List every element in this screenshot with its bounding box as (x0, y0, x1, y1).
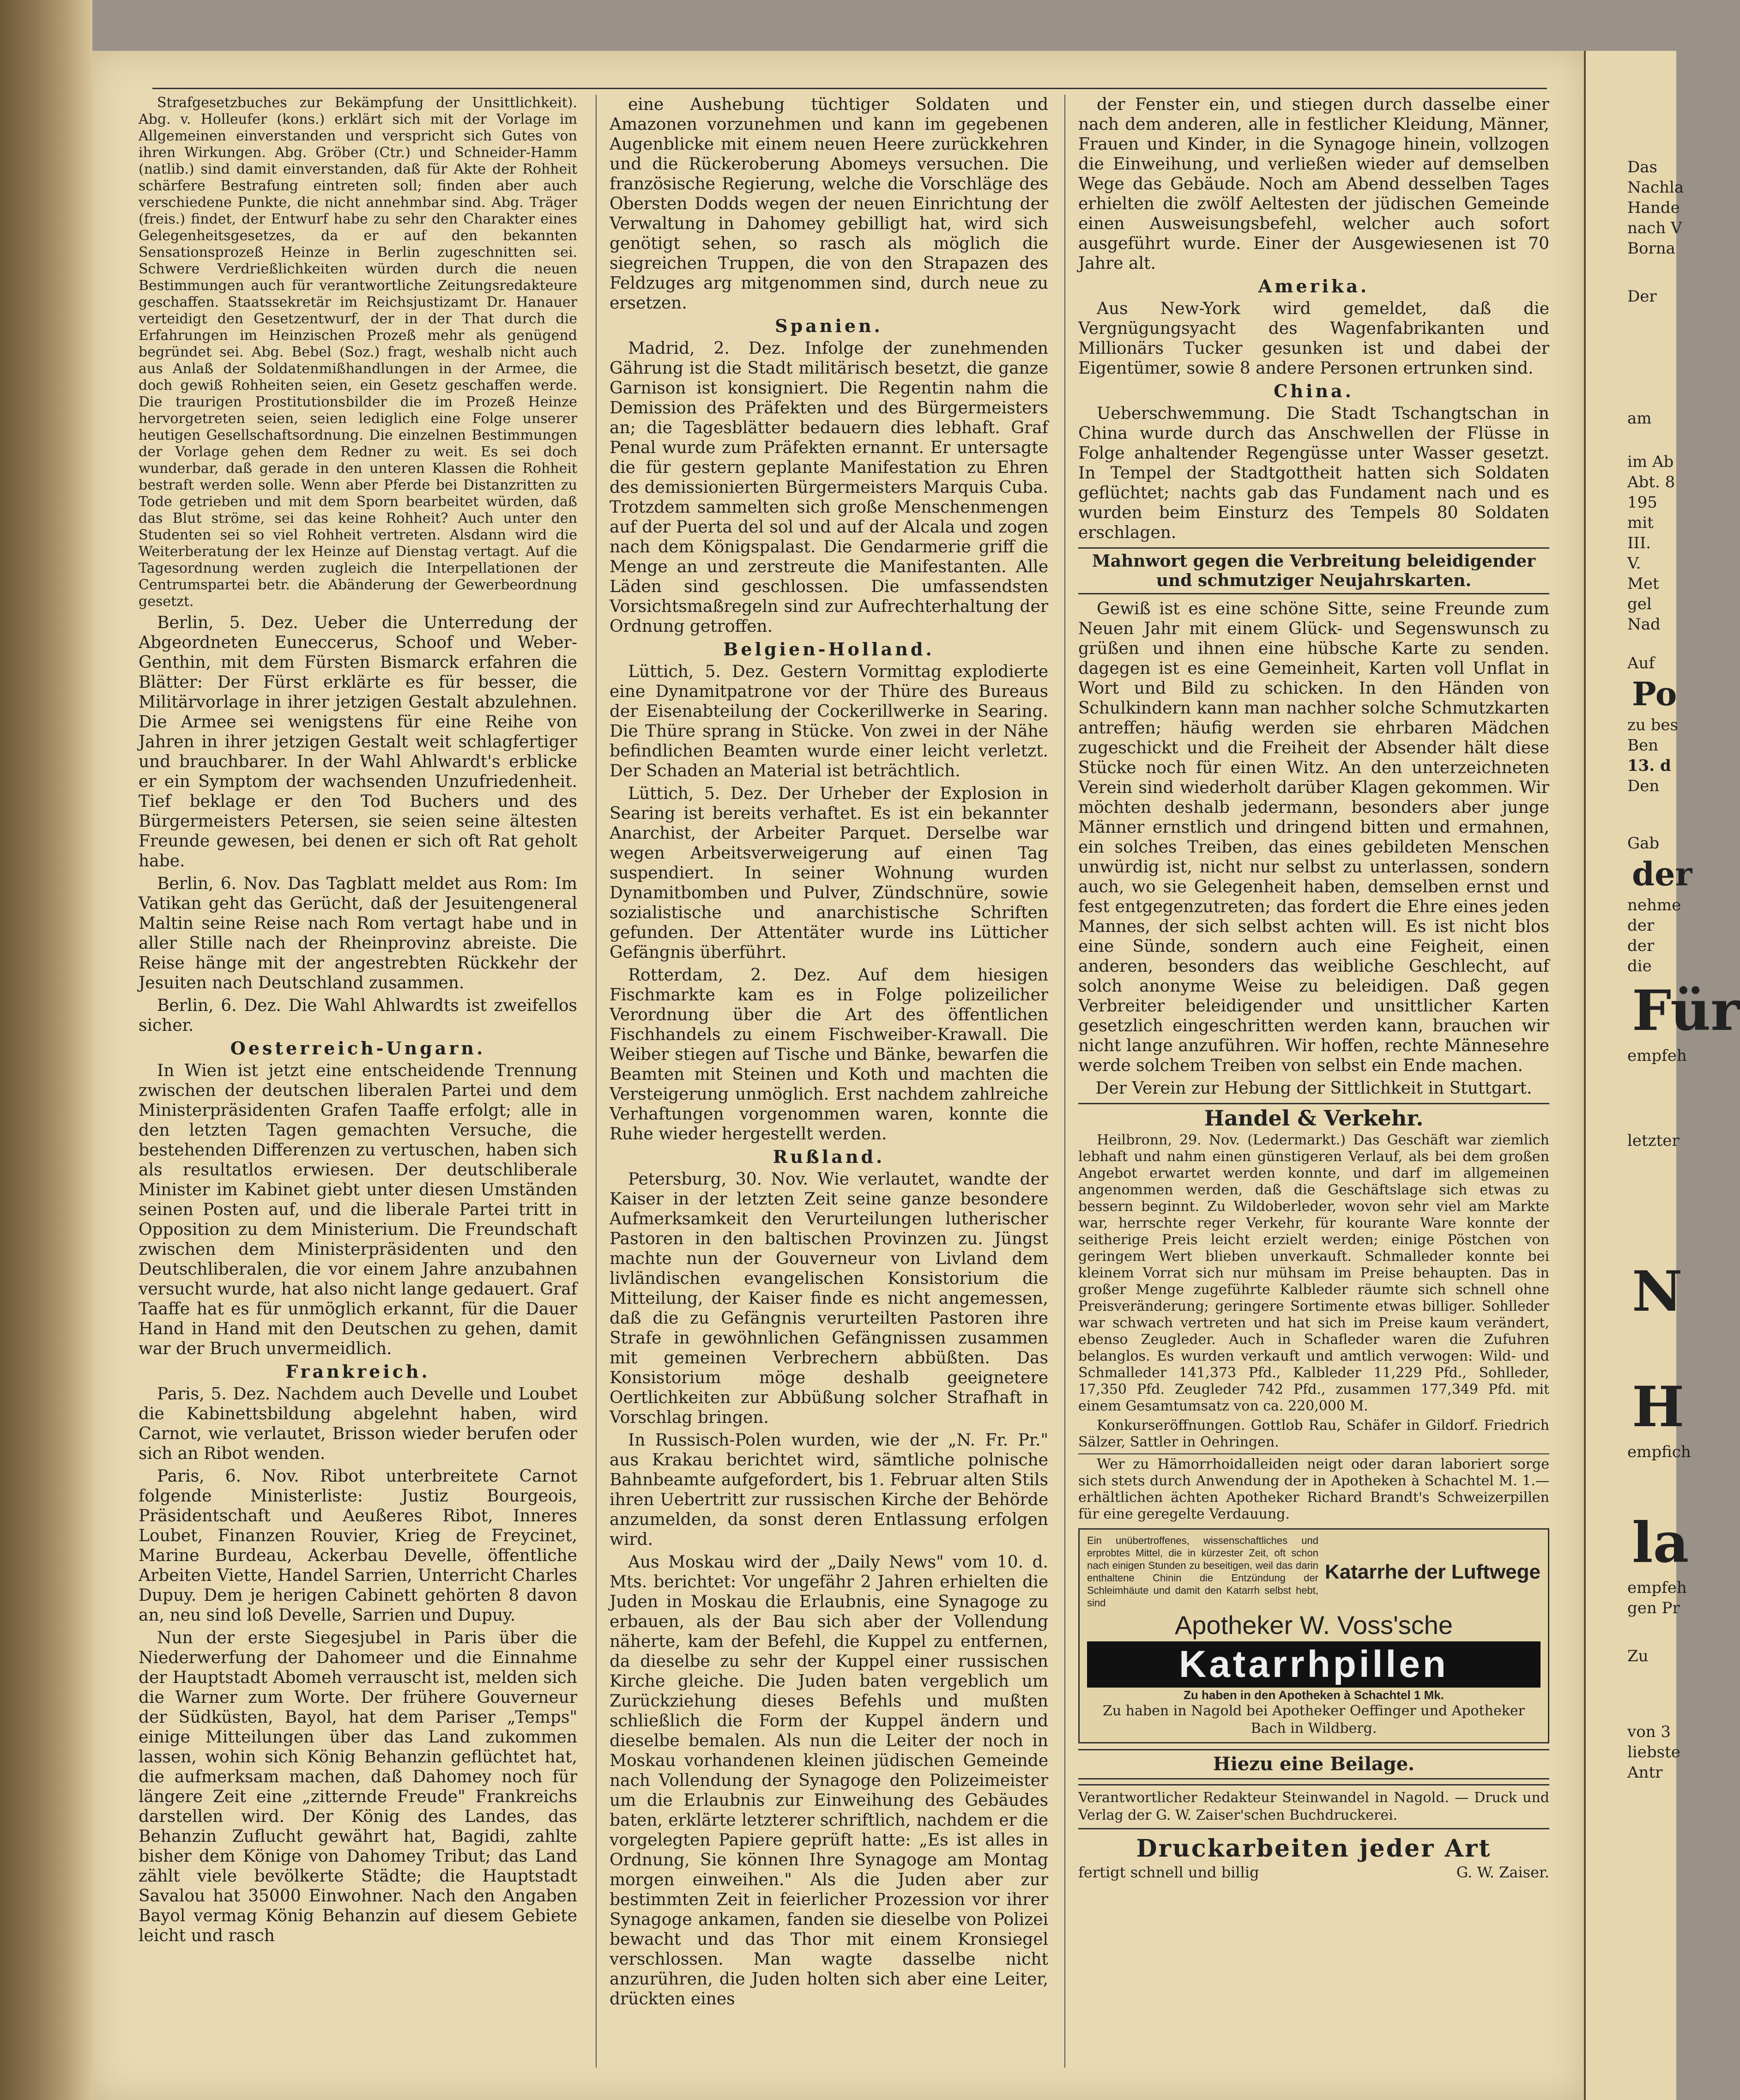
druck-title: Druckarbeiten jeder Art (1136, 1834, 1492, 1863)
ad-intro: Ein unübertroffenes, wissenschaftliches und erprobtes Mittel, die in kürzester Zeit, oft schon nach einigen Stunden zu beseitigen, weil das darin enthaltene Chinin die Entzündung der Schleimhäute und damit den Katarrh selbst hebt, sind (1087, 1535, 1319, 1609)
fragment: Borna (1627, 239, 1675, 258)
article-text: der Fenster ein, und stiegen durch dasselbe einer nach dem anderen, alle in festlicher Kleidung, Männer, Frauen und Kinder, in die Synagoge hinein, vollzogen die Einweihung, und verließen wieder auf demselben Wege das Gebäude. Noch am Abend desselben Tages erhielten die zwölf Aeltesten der jüdischen Gemeinde einen Ausweisungsbefehl, welcher auch sofort ausgeführt wurde. Einer der Ausgewiesenen ist 70 Jahre alt. (1078, 95, 1549, 273)
fragment: Nachla (1627, 178, 1684, 197)
article-text: Rotterdam, 2. Dez. Auf dem hiesigen Fischmarkte kam es in Folge polizeilicher Verordnung über die Art des öffentlichen Fischhandels zu einem Fischweiber-Krawall. Die Weiber stiegen auf Tische und Bänke, bewarfen die Beamten mit Steinen und Koth und machten die Versteigerung unmöglich. Erst nachdem zahlreiche Verhaftungen vorgenommen waren, konnte die Ruhe wieder hergestellt werden. (610, 966, 1048, 1144)
fragment: im Ab (1627, 453, 1674, 471)
article-text: Ueberschwemmung. Die Stadt Tschangtschan in China wurde durch das Anschwellen der Flüsse in Folge anhaltender Regengüsse unter Wasser gesetzt. In Tempel der Stadtgottheit hatten sich Soldaten geflüchtet; nachts gab das Fundament nach und es wurden beim Einsturz des Tempels 80 Soldaten erschlagen. (1078, 404, 1549, 542)
fragment: der (1627, 916, 1655, 935)
fragment: der (1627, 937, 1655, 955)
column-1 (139, 95, 577, 2068)
article-text: In Wien ist jetzt eine entscheidende Trennung zwischen der deutschen liberalen Partei und dem Ministerpräsidenten Grafen Taaffe erfolgt; alle in den letzten Tagen gemachten Versuche, die bestehenden Differenzen zu vertuschen, haben sich als resultatlos erwiesen. Der deutschliberale Minister im Kabinet giebt unter diesen Umständen seinen Posten auf, und die liberale Partei tritt in Opposition zu dem Ministerium. Die Freundschaft zwischen dem Ministerpräsidenten und den Deutschliberalen, die vor einem Jahre anzubahnen versucht wurde, hat also nicht lange gedauert. Graf Taaffe hat es für unmöglich erkannt, für die Dauer Hand in Hand mit den Deutschen zu gehen, damit war der Bruch unvermeidlich. (139, 1061, 577, 1358)
column-divider (1064, 95, 1065, 2068)
article-text: Aus New-York wird gemeldet, daß die Vergnügungsyacht des Wagenfabrikanten und Millionärs Tucker gesunken ist und dabei der Eigentümer, sowie 8 andere Personen ertrunken sind. (1078, 299, 1549, 378)
ad-local: Zu haben in Nagold bei Apotheker Oeffinger und Apotheker Bach in Wildberg. (1102, 1703, 1525, 1737)
fragment: empfeh (1627, 1579, 1687, 1597)
imprint: Verantwortlicher Redakteur Steinwandel in Nagold. — Druck und Verlag der G. W. Zaiser'schen Buchdruckerei. (1078, 1784, 1549, 1829)
section-heading: Oesterreich-Ungarn. (230, 1038, 486, 1059)
article-text: Strafgesetzbuches zur Bekämpfung der Unsittlichkeit). Abg. v. Holleufer (kons.) erklärt sich mit der Vorlage im Allgemeinen einverstanden und verspricht sich Gutes von ihren Wirkungen. Abg. Gröber (Ctr.) und Schneider-Hamm (natlib.) sind damit einverstanden, daß für Akte der Rohheit schärfere Bestrafung eintreten soll; finden aber auch verschiedene Punkte, die nicht annehmbar sind. Abg. Träger (freis.) findet, der Entwurf habe zu sehr den Charakter eines Gelegenheitsgesetzes, da er auf den bekannten Sensationsprozeß Heinze in Berlin zugeschnitten sei. Schwere Verdrießlichkeiten würden durch die neuen Bestimmungen auch für verantwortliche Zeitungsredakteure geschaffen. Staatssekretär im Reichsjustizamt Dr. Hanauer verteidigt den Gesetzentwurf, der in der That durch die Erfahrungen im Heinzischen Prozeß mehr als genügend begründet sei. Abg. Bebel (Soz.) fragt, weshalb nicht auch aus Anlaß der Soldatenmißhandlungen in der Armee, die doch gewiß Rohheiten seien, ein Gesetz geschaffen werde. Die traurigen Prostitutionsbilder die im Prozeß Heinze hervorgetreten seien, seien lediglich eine Folge unserer heutigen Gesellschaftsordnung. Die einzelnen Bestimmungen der Vorlage gehen dem Redner zu weit. Es sei doch wunderbar, daß gerade in den unteren Klassen die Rohheit bestraft werden solle. Wenn aber Pferde bei Distanzritten zu Tode getrieben und mit dem Sporn bearbeitet würden, daß das Blut ströme, sei das keine Rohheit? Auch unter den Studenten sei so viel Rohheit vertreten. Alsdann wird die Weiterberatung der lex Heinze auf Dienstag vertagt. Auf die Tagesordnung werden zugleich die Interpellationen der Centrumspartei betr. die Abänderung der Gewerbeordnung gesetzt. (139, 95, 577, 610)
fragment: Zu (1627, 1647, 1649, 1665)
section-heading: Amerika. (1258, 276, 1370, 297)
next-page-edge (1584, 51, 1740, 2100)
ad-price: Zu haben in den Apotheken à Schachtel 1 Mk. (1184, 1688, 1444, 1702)
article-text: Aus Moskau wird der „Daily News" vom 10. d. Mts. berichtet: Vor ungefähr 2 Jahren erhielten die Juden in Moskau die Erlaubnis, eine Synagoge zu erbauen, als der Bau sich aber der Vollendung näherte, kam der Befehl, die Kuppel zu entfernen, da dieselbe zu sehr der Kuppel einer russischen Kirche gleiche. Die Juden baten vergeblich um Zurückziehung dieses Befehls und mußten schließlich die Form der Kuppel ändern und dieselbe bemalen. Als nun die Leiter der noch in Moskau vorhandenen kleinen jüdischen Gemeinde nach Vollendung der Synagoge den Polizeimeister um die Erlaubnis zur Einweihung des Gebäudes baten, erklärte letzterer schriftlich, nachdem er die vorgelegten Papiere geprüft hatte: „Es ist alles in Ordnung, Sie können Ihre Synagoge am Montag morgen einweihen." Als die Juden aber zur bestimmten Zeit in feierlicher Prozession vor ihrer Synagoge ankamen, fanden sie dieselbe von Polizei bewacht und das Thor mit einem Kronsiegel verschlossen. Man wagte dasselbe nicht anzurühren, die Juden holten sich aber eine Leiter, drückten eines (610, 1553, 1048, 2009)
section-heading: Spanien. (775, 315, 883, 336)
ad-product: Katarrhpillen (1087, 1641, 1541, 1688)
fragment: liebste (1627, 1743, 1680, 1761)
article-text: Paris, 6. Nov. Ribot unterbreitete Carnot folgende Ministerliste: Justiz Bourgeois, Präsidentschaft und Aeußeres Ribot, Inneres Loubet, Finanzen Rouvier, Krieg de Freycinet, Marine Burdeau, Ackerbau Develle, öffentliche Arbeiten Viette, Handel Sarrien, Unterricht Charles Dupuy. Dem je herigen Cabinett gehörten 8 davon an, neu sind loß Develle, Sarrien und Dupuy. (139, 1467, 577, 1625)
column-3 (1078, 95, 1549, 2068)
fragment: Den (1627, 777, 1660, 795)
fragment: zu bes (1627, 716, 1678, 734)
beilage-note: Hiezu eine Beilage. (1078, 1749, 1549, 1779)
article-text: eine Aushebung tüchtiger Soldaten und Amazonen vorzunehmen und kann im gegebenen Augenblicke mit einem neuen Heere zurückkehren und die Rückeroberung Abomeys versuchen. Die französische Regierung, welche die Vorschläge des Obersten Dodds wegen der neuen Einrichtung der Verwaltung in Dahomey gebilligt hat, wird sich genötigt sehen, so rasch als möglich die siegreichen Truppen, die von den Strapazen des Feldzuges arg mitgenommen sind, durch neue zu ersetzen. (610, 95, 1048, 313)
fragment: nach V (1627, 219, 1682, 237)
fragment: Gab (1627, 834, 1660, 853)
fragment: am (1627, 409, 1652, 428)
fragment: von 3 (1627, 1723, 1671, 1741)
fragment: H (1632, 1374, 1685, 1440)
article-text: Nun der erste Siegesjubel in Paris über die Niederwerfung der Dahomeer und die Einnahme der Hauptstadt Abomeh verrauscht ist, melden sich die Warner zum Worte. Der frühere Gouverneur der Südküsten, Bayol, hat dem Pariser „Temps" einige Mitteilungen über das Land zukommen lassen, wohin sich König Behanzin geflüchtet hat, die aufmerksam machen, daß Dahomey noch für längere Zeit eine „zitternde Freude" Frankreichs darstellen wird. Der König des Landes, das Behanzin Zuflucht gewährt hat, Bagidi, zahlte bisher dem Könige von Dahomey Tribut; das Land zählt viele bevölkerte Städte; die Hauptstadt Savalou hat 35000 Einwohner. Nach den Angaben Bayol vermag König Behanzin auf diesem Gebiete leicht und rasch (139, 1628, 577, 1945)
fragment: V. (1627, 554, 1641, 573)
fragment: Antr (1627, 1763, 1663, 1782)
fragment: Auf (1627, 654, 1655, 672)
advert-text: Wer zu Hämorrhoidalleiden neigt oder daran laboriert sorge sich stets durch Anwendung der in Apotheken à Schachtel M. 1.— erhältlichen ächten Apotheker Richard Brandt's Schweizerpillen für eine geregelte Verdauung. (1078, 1453, 1549, 1523)
fragment: 13. d (1627, 756, 1671, 775)
fragment: letzter (1627, 1132, 1680, 1150)
fragment: la (1632, 1510, 1689, 1575)
column-2 (610, 95, 1048, 2068)
fragment: Ben (1627, 736, 1659, 755)
fragment: 195 (1627, 493, 1657, 512)
fragment: Nad (1627, 615, 1661, 634)
book-binding (0, 0, 92, 2100)
fragment: Po (1632, 675, 1677, 713)
section-heading: Rußland. (773, 1146, 885, 1167)
article-text: Berlin, 6. Dez. Die Wahl Ahlwardts ist zweifellos sicher. (139, 996, 577, 1035)
fragment: Hande (1627, 199, 1680, 217)
fragment: Der (1627, 287, 1657, 306)
notice-heading: Mahnwort gegen die Verbreitung beleidigender und schmutziger Neujahrskarten. (1078, 547, 1549, 594)
druck-left: fertigt schnell und billig (1078, 1864, 1259, 1881)
article-text: Berlin, 5. Dez. Ueber die Unterredung der Abgeordneten Euneccerus, Schoof und Weber-Genthin, mit dem Fürsten Bismarck erfahren die Blätter: Der Fürst erklärte es für besser, die Militärvorlage in ihrer jetzigen Gestalt abzulehnen. Die Armee sei wenigstens für eine Reihe von Jahren in ihrer jetzigen Gestalt weit schlagfertiger und brauchbarer. In der Wahl Ahlwardt's erblicke er ein Symptom der wachsenden Unzufriedenheit. Tief beklage er den Tod Buchers und des Bürgermeisters Petersen, sie seien seine ältesten Freunde gewesen, bei denen er sich oft Rat geholt habe. (139, 613, 577, 871)
fragment: nehme (1627, 896, 1681, 914)
article-text: Petersburg, 30. Nov. Wie verlautet, wandte der Kaiser in der letzten Zeit seine ganze besondere Aufmerksamkeit den Verurteilungen lutherischer Pastoren in den baltischen Provinzen zu. Jüngst machte nun der Gouverneur von Livland dem livländischen evangelischen Konsistorium die Mitteilung, der Kaiser finde es nicht angemessen, daß die zu Gefängnis verurteilten Pastoren ihre Strafe in gewöhnlichen Gefängnissen zusammen mit gemeinen Verbrechern abbüßten. Das Konsistorium möge deshalb geeignetere Oertlichkeiten zur Abbüßung solcher Strafhaft in Vorschlag bringen. (610, 1170, 1048, 1427)
fragment: III. (1627, 534, 1651, 552)
article-text: Berlin, 6. Nov. Das Tagblatt meldet aus Rom: Im Vatikan geht das Gerücht, daß der Jesuitengeneral Maltin seine Reise nach Rom vertagt habe und in aller Stille nach der Rheinprovinz abreiste. Die Reise hänge mit der angestrebten Rückkehr der Jesuiten nach Deutschland zusammen. (139, 874, 577, 993)
fragment: empfich (1627, 1443, 1691, 1461)
signature: Der Verein zur Hebung der Sittlichkeit in Stuttgart. (1095, 1079, 1532, 1098)
section-heading: Belgien-Holland. (723, 639, 935, 660)
article-text: Madrid, 2. Dez. Infolge der zunehmenden Gährung ist die Stadt militärisch besetzt, die ganze Garnison ist konsigniert. Die Regentin nahm die Demission des Präfekten und des Bürgermeisters an; die Tagesblätter bedauern dies lebhaft. Graf Penal wurde zum Präfekten ernannt. Er untersagte die für gestern geplante Manifestation zu Ehren des demissionierten Bürgermeisters Marquis Cuba. Trotzdem sammelten sich große Menschenmengen auf der Puerta del sol und auf der Alcala und zogen nach dem Königspalast. Die Gendarmerie griff die Menge an und zerstreute die Manifestanten. Alle Läden sind geschlossen. Die umfassendsten Vorsichtsmaßregeln sind zur Aufrechterhaltung der Ordnung getroffen. (610, 339, 1048, 636)
fragment: der (1632, 855, 1692, 893)
ad-headline: Katarrhe der Luftwege (1325, 1560, 1541, 1583)
fragment: mit (1627, 514, 1654, 532)
fragment: Met (1627, 575, 1659, 593)
article-text: Gewiß ist es eine schöne Sitte, seine Freunde zum Neuen Jahr mit einem Glück- und Segenswunsch zu grüßen und ihnen eine hübsche Karte zu senden. dagegen ist es eine Gemeinheit, Karten voll Unflat in Wort und Bild zu schicken. In den Händen von Schulkindern kann man nachher solche Schmutzkarten antreffen; häufig werden sie ehrbaren Mädchen zugeschickt und die Freiheit der Absender hält diese Stücke noch für einen Witz. An den unterzeichneten Verein sind wiederholt darüber Klagen gekommen. Wir möchten deshalb jedermann, besonders aber junge Männer ernstlich und dringend bitten und ermahnen, ein solches Treiben, das eines gebildeten Menschen unwürdig ist, nicht nur selbst zu unterlassen, sondern auch, wo sie Gelegenheit haben, demselben ernst und fest entgegenzutreten; das fordert die Ehre eines jeden Mannes, der sich selbst achten will. Es ist nicht blos eine Sünde, sondern auch eine Feigheit, einen anderen, besonders das weibliche Geschlecht, auf solch anonyme Weise zu beleidigen. Daß gegen Verbreiter beleidigender und unsittlicher Karten gesetzlich eingeschritten werden kann, brauchen wir nicht lange anzuführen. Wir hoffen, rechte Männesehre werde solchem Treiben von selbst ein Ende machen. (1078, 599, 1549, 1075)
column-divider (596, 95, 597, 2068)
ad-brand: Apotheker W. Voss'sche (1174, 1610, 1453, 1640)
ad-top-row (1087, 1534, 1541, 1609)
fragment: Abt. 8 (1627, 473, 1675, 491)
article-text: Heilbronn, 29. Nov. (Ledermarkt.) Das Geschäft war ziemlich lebhaft und nahm einen günstigeren Verlauf, als bei dem großen Angebot erwartet werden konnte, und darf im allgemeinen angenommen werden, daß die Geschäftslage sich etwas zu bessern beginnt. Zu Wildoberleder, wovon sehr viel am Markte war, herrschte reger Verkehr, für kourante Ware konnte der seitherige Preis leicht erzielt werden; einige Pöstchen von geringem Wert blieben unverkauft. Schmalleder konnte bei kleinem Vorrat sich nur mühsam im Preise behaupten. Das in großer Menge zugeführte Kalbleder räumte sich schnell ohne Preisveränderung; geringere Sortimente etwas billiger. Sohlleder war schwach vertreten und hat sich im Preise kaum verändert, ebenso Zeugleder. Auch in Schafleder waren die Zufuhren belanglos. Es wurden verkauft und amtlich verwogen: Wild- und Schmalleder 141,373 Pfd., Kalbleder 11,229 Pfd., Sohlleder, 17,350 Pfd. Zeugleder 742 Pfd., zusammen 177,349 Pfd. mit einem Gesamtumsatz von ca. 220,000 M. (1078, 1132, 1549, 1414)
fragment: empfeh (1627, 1047, 1687, 1065)
commerce-heading: Handel & Verkehr. (1078, 1103, 1549, 1132)
newspaper-page (92, 51, 1584, 2100)
section-heading: China. (1274, 381, 1354, 401)
druck-sub (1078, 1864, 1549, 1881)
fragment: gel (1627, 595, 1652, 613)
fragment: die (1627, 957, 1652, 975)
fragment: N (1632, 1259, 1683, 1324)
druck-right: G. W. Zaiser. (1456, 1864, 1549, 1881)
article-text: Paris, 5. Dez. Nachdem auch Develle und Loubet die Kabinettsbildung abgelehnt haben, wird Carnot, wie verlautet, Brisson wieder berufen oder sich an Ribot wenden. (139, 1385, 577, 1463)
article-text: Lüttich, 5. Dez. Der Urheber der Explosion in Searing ist bereits verhaftet. Es ist ein bekannter Anarchist, der Arbeiter Parquet. Derselbe war wegen Arbeitsverweigerung auf einen Tag suspendiert. In seiner Wohnung wurden Dynamitbomben und Pulver, Zündschnüre, sowie sozialistische und anarchistische Schriften gefunden. Der Attentäter wurde ins Lütticher Gefängnis überführt. (610, 784, 1048, 962)
article-text: Konkurseröffnungen. Gottlob Rau, Schäfer in Gildorf. Friedrich Sälzer, Sattler in Oehringen. (1078, 1417, 1549, 1450)
fragment: Das (1627, 158, 1657, 176)
article-text: In Russisch-Polen wurden, wie der „N. Fr. Pr." aus Krakau berichtet wird, sämtliche polnische Bahnbeamte aufgefordert, bis 1. Februar alten Stils ihren Uebertritt zur russischen Kirche der Behörde anzumelden, da sonst deren Entlassung erfolgen wird. (610, 1431, 1048, 1549)
fragment: gen Pr (1627, 1599, 1680, 1617)
katarrhpillen-ad (1078, 1528, 1549, 1743)
article-text: Lüttich, 5. Dez. Gestern Vormittag explodierte eine Dynamitpatrone vor der Thüre des Bureaus der Eisenabteilung der Cockerillwerke in Searing. Die Thüre sprang in Stücke. Von zwei in der Nähe befindlichen Beamten wurde einer leicht verletzt. Der Schaden an Material ist beträchtlich. (610, 662, 1048, 781)
top-rule (152, 88, 1547, 89)
section-heading: Frankreich. (285, 1361, 430, 1382)
fragment: Für (1632, 978, 1740, 1043)
